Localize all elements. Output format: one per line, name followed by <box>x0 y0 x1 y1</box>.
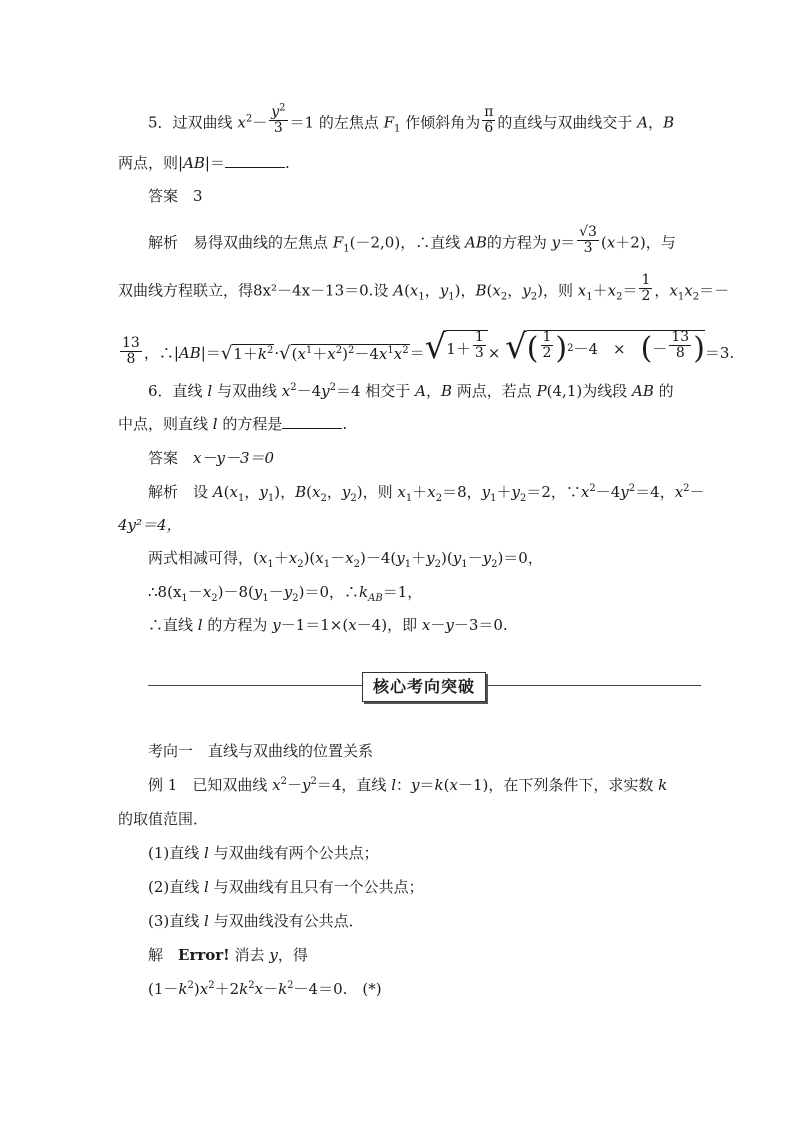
fraction: $\frac{y^2}{3}$ <box>271 102 286 136</box>
text: 与双曲线有两个公共点； <box>213 844 379 862</box>
example-1-statement: 例 1 已知双曲线 $x^2-y^2=4$，直线 l：y＝k(x－1)，在下列条件下，求实数 k <box>148 776 668 794</box>
problem-6-statement: 6．直线 l 与双曲线 $x^2-4y^2=4$ 相交于 A，B 两点，若点 P(4,1)为线段 AB 的 <box>148 382 674 400</box>
problem-6-answer <box>148 448 274 468</box>
problem-5-answer <box>148 186 203 206</box>
solution-line-1: 解 Error! 消去 y，得 <box>148 946 308 964</box>
sqrt: √ 1＋ $\frac{1}{3}$ <box>425 330 488 364</box>
sqrt: $√1+k^2$ <box>220 343 274 364</box>
text: 的 <box>658 382 674 400</box>
text: ∴直线 <box>148 616 194 634</box>
equation-tag: (*) <box>362 980 382 998</box>
solution-label: 解 <box>148 946 164 964</box>
problem-5-statement: 5．过双曲线 $x^2-$ $\frac{y^2}{3}$ ＝1 的左焦点 $F_1$ 作倾斜角为 $\frac{\pi}{6}$ 的直线与双曲线交于 A，B <box>148 102 675 136</box>
text: 相交于 <box>365 382 411 400</box>
text: 设 <box>193 483 209 501</box>
sqrt: $√(x^1+x^2)^2-4x^1x^2$ <box>279 343 409 364</box>
text: 的方程为 <box>486 233 547 252</box>
text: 两式相减可得， <box>148 549 254 567</box>
text: ，得 <box>277 946 308 964</box>
fraction: $\frac{√3}{3}$ <box>579 224 597 256</box>
problem-number: 5． <box>148 113 173 132</box>
problem-6-analysis-1: 解析 设 $A(x_1$，$y_1$)，$B(x_2$，$y_2$)，则 $x_1+x_2=8$，$y_1+y_2=2$，$\because x^2-4y^2=4$，$x^2-$ <box>148 483 705 504</box>
error-text: Error! <box>178 946 230 964</box>
problem-5-analysis-1: 解析 易得双曲线的左焦点 $F_1(-2,0)$，∴直线 AB的方程为 y＝ $\frac{√3}{3}$ (x＋2)，与 <box>148 224 676 256</box>
answer-label: 答案 <box>148 187 179 205</box>
analysis-label: 解析 <box>148 483 179 501</box>
example-1-statement-cont <box>118 809 208 829</box>
text: 与双曲线没有公共点． <box>213 912 364 930</box>
answer-value: 3 <box>193 187 203 205</box>
topic-heading <box>148 741 373 761</box>
text: 已知双曲线 <box>192 776 268 794</box>
problem-6-analysis-5: ∴直线 l 的方程为 y－1＝1×(x－4)，即 x－y－3＝0. <box>148 616 508 634</box>
text: ，∴直线 <box>400 233 461 252</box>
text: ∴8(x <box>148 583 182 601</box>
problem-6-analysis-3: 两式相减可得，$(x_1+x_2)(x_1-x_2)-4(y_1+y_2)(y_1-y_2)=0$， <box>148 549 543 570</box>
text: 8x²－4x－13＝0.设 <box>253 281 389 300</box>
text: 的取值范围． <box>118 810 209 828</box>
text: 的方程是 <box>222 415 283 433</box>
text: ，在下列条件下，求实数 <box>488 776 654 794</box>
text: (2)直线 <box>148 878 200 896</box>
text: 作倾斜角为 <box>405 113 481 132</box>
text: (1)直线 <box>148 844 200 862</box>
solution-equation: $(1-k^2)x^2+2k^2x-k^2-4=0$. (*) <box>148 980 382 998</box>
text: 与双曲线有且只有一个公共点； <box>213 878 424 896</box>
problem-5-analysis-3: $\frac{13}{8}$ ，$\therefore|AB|=√1+k^2\cdot√(x^1+x^2)^2-4x^1x^2=$ √ 1＋ $\frac{1}{3}$ × √ ( $\frac{1}{2}$ ) 2 －4 × ( － $\frac{13}{8}$ ) ＝3. <box>122 327 735 367</box>
text: ＝3. <box>704 344 735 362</box>
text: (3)直线 <box>148 912 200 930</box>
problem-6-analysis-4: $\therefore 8(x_1-x_2)-8(y_1-y_2)=0$，$\therefore k_{AB}=1$， <box>148 583 423 604</box>
text: ，与 <box>645 233 676 252</box>
text: 两点，则| <box>118 154 184 172</box>
fraction: $\frac{\pi}{6}$ <box>484 104 494 136</box>
example-label: 例 1 <box>148 776 178 794</box>
text: ，直线 <box>341 776 387 794</box>
problem-number: 6． <box>148 382 173 400</box>
answer-value: x－y－3＝0 <box>193 449 275 467</box>
fraction: $\frac{1}{2}$ <box>641 272 651 304</box>
text: 双曲线方程联立，得 <box>118 281 254 300</box>
text: ，则 <box>542 281 573 300</box>
text: 易得双曲线的左焦点 <box>193 233 329 252</box>
text: 消去 <box>234 946 265 964</box>
text: 两点，若点 <box>456 382 532 400</box>
text: 的左焦点 <box>318 113 379 132</box>
text: 与双曲线 <box>216 382 277 400</box>
text: 为线段 <box>582 382 628 400</box>
text: 4y²＝4， <box>118 516 182 534</box>
problem-5-question: 两点，则|AB|＝ . <box>118 154 290 172</box>
fraction: $\frac{13}{8}$ <box>122 334 140 367</box>
text: 过双曲线 <box>172 113 233 132</box>
text: 考向一 直线与双曲线的位置关系 <box>148 742 374 760</box>
text: |＝ <box>204 154 225 172</box>
condition-3: (3)直线 l 与双曲线没有公共点． <box>148 912 364 930</box>
condition-1: (1)直线 l 与双曲线有两个公共点； <box>148 844 379 862</box>
section-title: 核心考向突破 <box>362 672 486 702</box>
analysis-label: 解析 <box>148 233 179 252</box>
problem-6-question: 中点，则直线 l 的方程是 . <box>118 415 348 433</box>
text: 的方程为 <box>207 616 268 634</box>
problem-5-analysis-2: 双曲线方程联立，得8x²－4x－13＝0.设 $A(x_1$，$y_1$)，$B(x_2$，$y_2$)，则 $x_1+x_2=$ $\frac{1}{2}$ ，$x_1x_2=-$ <box>118 272 730 304</box>
text: ，则 <box>362 483 393 501</box>
condition-2: (2)直线 l 与双曲线有且只有一个公共点； <box>148 878 424 896</box>
answer-blank <box>282 414 342 429</box>
text: 中点，则直线 <box>118 415 209 433</box>
answer-blank <box>225 153 285 168</box>
problem-6-analysis-2 <box>118 515 182 535</box>
text: 直线 <box>172 382 203 400</box>
sqrt: √ ( $\frac{1}{2}$ ) 2 －4 × ( － $\frac{13}{8}$ ) <box>505 327 705 367</box>
text: ，即 <box>387 616 418 634</box>
text: 的直线与双曲线交于 <box>497 113 633 132</box>
answer-label: 答案 <box>148 449 179 467</box>
